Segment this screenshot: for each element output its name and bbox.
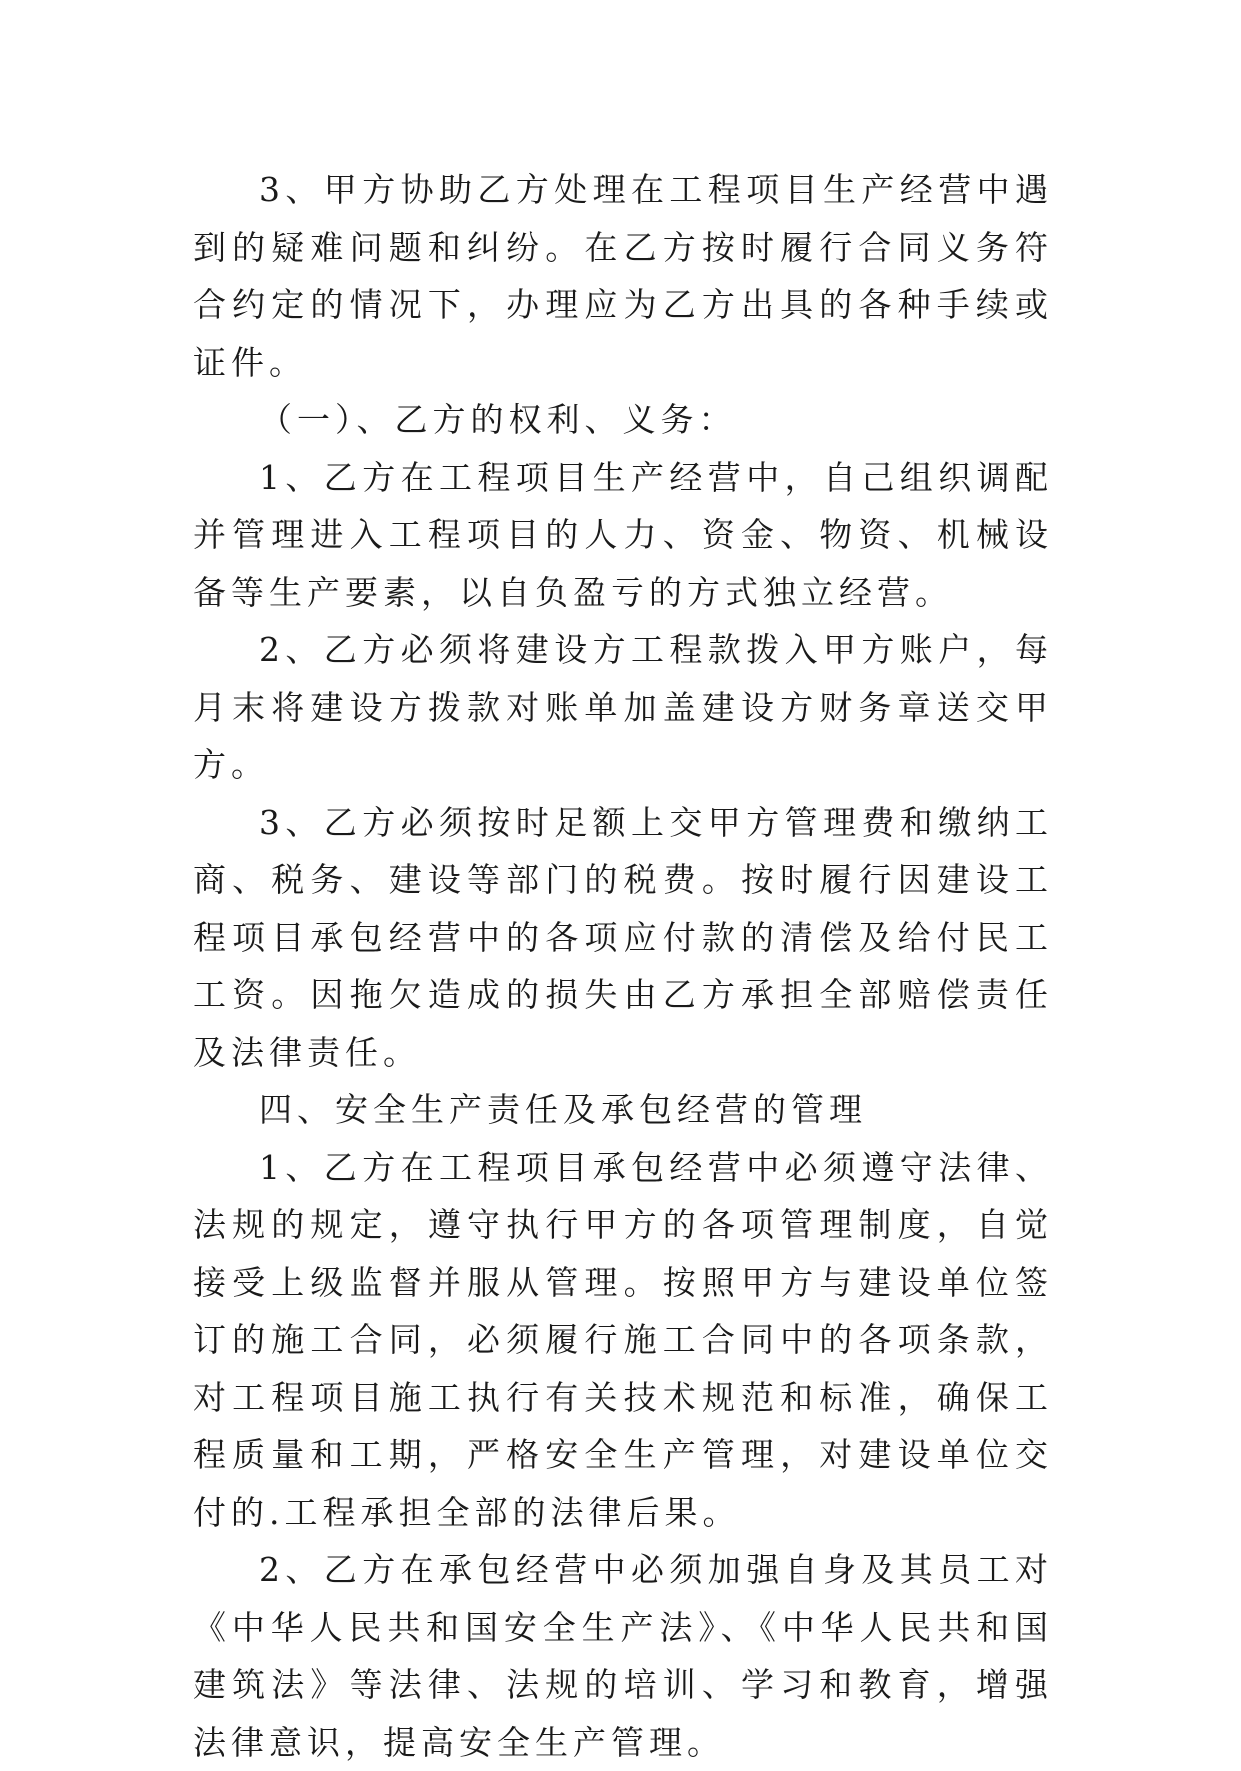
paragraph-5: 1、乙方在工程项目承包经营中必须遵守法律、法规的规定，遵守执行甲方的各项管理制度，自觉接受上级监督并服从管理。按照甲方与建设单位签订的施工合同，必须履行施工合同中的各项条款，对工程项目施工执行有关技术规范和标准，确保工程质量和工期，严格安全生产管理，对建设单位交付的.工程承担全部的法律后果。 [193, 1147, 1053, 1532]
paragraph-4: 3、乙方必须按时足额上交甲方管理费和缴纳工商、税务、建设等部门的税费。按时履行因建设工程项目承包经营中的各项应付款的清偿及给付民工工资。因拖欠造成的损失由乙方承担全部赔偿责任及法律责任。 [193, 802, 1053, 1072]
document-body [193, 161, 1053, 1771]
paragraph-2: 1、乙方在工程项目生产经营中，自己组织调配并管理进入工程项目的人力、资金、物资、机械设备等生产要素，以自负盈亏的方式独立经营。 [193, 457, 1053, 612]
paragraph-3: 2、乙方必须将建设方工程款拨入甲方账户，每月末将建设方拨款对账单加盖建设方财务章送交甲方。 [193, 630, 1053, 784]
section-heading-party-b-rights: （一）、乙方的权利、义务： [259, 400, 737, 439]
section-heading-safety: 四、安全生产责任及承包经营的管理 [259, 1090, 867, 1129]
paragraph-6: 2、乙方在承包经营中必须加强自身及其员工对《中华人民共和国安全生产法》、《中华人民共和国建筑法》等法律、法规的培训、学习和教育，增强法律意识，提高安全生产管理。 [193, 1550, 1053, 1762]
paragraph-1: 3、甲方协助乙方处理在工程项目生产经营中遇到的疑难问题和纠纷。在乙方按时履行合同义务符合约定的情况下，办理应为乙方出具的各种手续或证件。 [193, 170, 1053, 382]
